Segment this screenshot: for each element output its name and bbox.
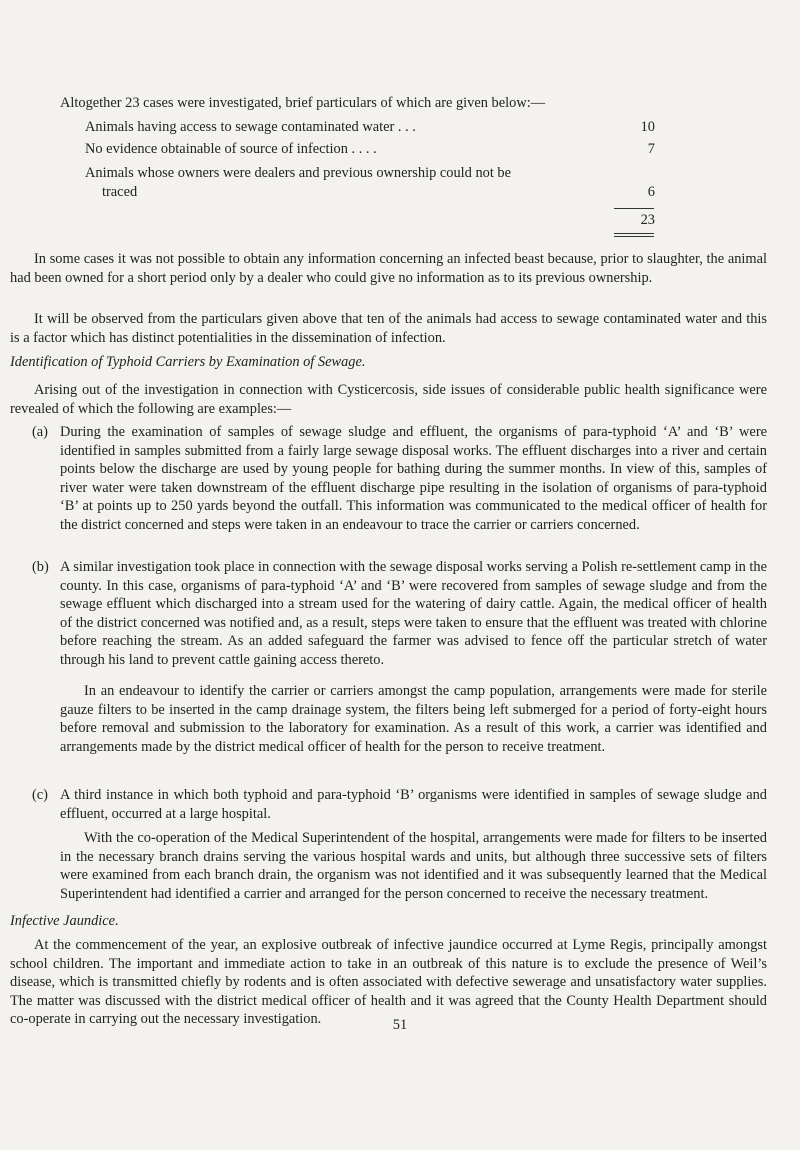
- list-item-text: A third instance in which both typhoid and para-typhoid ‘B’ organisms were identified in samples of sewage sludge and effluent, occurred at a large hospital.: [60, 787, 767, 822]
- stat-total: 23: [640, 212, 655, 228]
- list-item-text: During the examination of samples of sewage sludge and effluent, the organisms of para-typhoid ‘A’ and ‘B’ were identified in samples submitted from a fairly large sewage disposal works. The effluent discharges into a river and certain points below the discharge are used by young people for bathing during the summer months. In view of this, samples of river water were taken downstream of the effluent discharge pipe resulting in the isolation of organisms of para-typhoid ‘B’ at points up to 250 yards beyond the outfall. This information was communicated to the medical officer of health for the district concerned and steps were taken in an endeavour to trace the carrier or carriers concerned.: [60, 424, 767, 533]
- list-item-text: A similar investigation took place in connection with the sewage disposal works serving a Polish re-settlement camp in the county. In this case, organisms of para-typhoid ‘A’ and ‘B’ were recovered from samples of sewage sludge and from the sewage effluent which discharged into a stream used for the watering of dairy cattle. Again, the medical officer of health of the district concerned was notified and, as a result, steps were taken to ensure that the effluent was treated with chlorine before reaching the stream. As an added safeguard the farmer was advised to fence off the particular stretch of water through his land to prevent cattle gaining access thereto.: [60, 559, 767, 668]
- list-item-text: With the co-operation of the Medical Superintendent of the hospital, arrangements were made for filters to be inserted in the necessary branch drains serving the various hospital wards and units, but although three successive sets of filters were examined from each branch drain, the organism was not identified and it was subsequently learned that the Medical Superintendent had identified a carrier and arranged for the person concerned to receive the necessary treatment.: [60, 830, 767, 902]
- item-label: (c): [32, 787, 48, 803]
- paragraph: In some cases it was not possible to obtain any information concerning an infected beast because, prior to slaughter, the animal had been owned for a short period only by a dealer who could give no information as to its previous ownership.: [10, 251, 767, 286]
- stat-value: 10: [640, 119, 655, 135]
- stat-label: No evidence obtainable of source of infection . . . .: [85, 141, 377, 157]
- intro-text: Altogether 23 cases were investigated, brief particulars of which are given below:—: [60, 95, 546, 111]
- stat-value: 6: [647, 184, 655, 200]
- stat-value: 7: [647, 141, 655, 157]
- paragraph: It will be observed from the particulars given above that ten of the animals had access to sewage contaminated water and this is a factor which has distinct potentialities in the dissemination of infection.: [10, 311, 767, 346]
- paragraph: Arising out of the investigation in connection with Cysticercosis, side issues of considerable public health significance were revealed of which the following are examples:—: [10, 382, 767, 417]
- list-item-text: In an endeavour to identify the carrier or carriers amongst the camp population, arrangements were made for sterile gauze filters to be inserted in the camp drainage system, the filters being left submerged for a period of forty-eight hours before removal and submission to the laboratory for examination. As a result of this work, a carrier was identified and arrangements made by the district medical officer of health for the person to receive treatment.: [60, 683, 767, 755]
- section-heading: Infective Jaundice.: [10, 913, 119, 929]
- item-label: (b): [32, 559, 49, 575]
- stat-label: Animals having access to sewage contaminated water . . .: [85, 119, 416, 135]
- total-rule: [614, 233, 654, 234]
- stat-label: Animals whose owners were dealers and previous ownership could not be: [85, 165, 512, 181]
- section-heading: Identification of Typhoid Carriers by Examination of Sewage.: [10, 354, 366, 370]
- stat-label-continuation: traced: [102, 184, 138, 200]
- total-rule: [614, 236, 654, 237]
- page-number: 51: [392, 1017, 408, 1033]
- paragraph: At the commencement of the year, an explosive outbreak of infective jaundice occurred at Lyme Regis, principally amongst school children. The important and immediate action to take in an outbreak of this nature is to exclude the presence of Weil’s disease, which is transmitted chiefly by rodents and is often associated with defective sewerage and unsatisfactory water supplies. The matter was discussed with the district medical officer of health and it was agreed that the County Health Department should co-operate in carrying out the necessary investigation.: [10, 937, 767, 1028]
- sum-rule: [614, 208, 654, 209]
- item-label: (a): [32, 424, 48, 440]
